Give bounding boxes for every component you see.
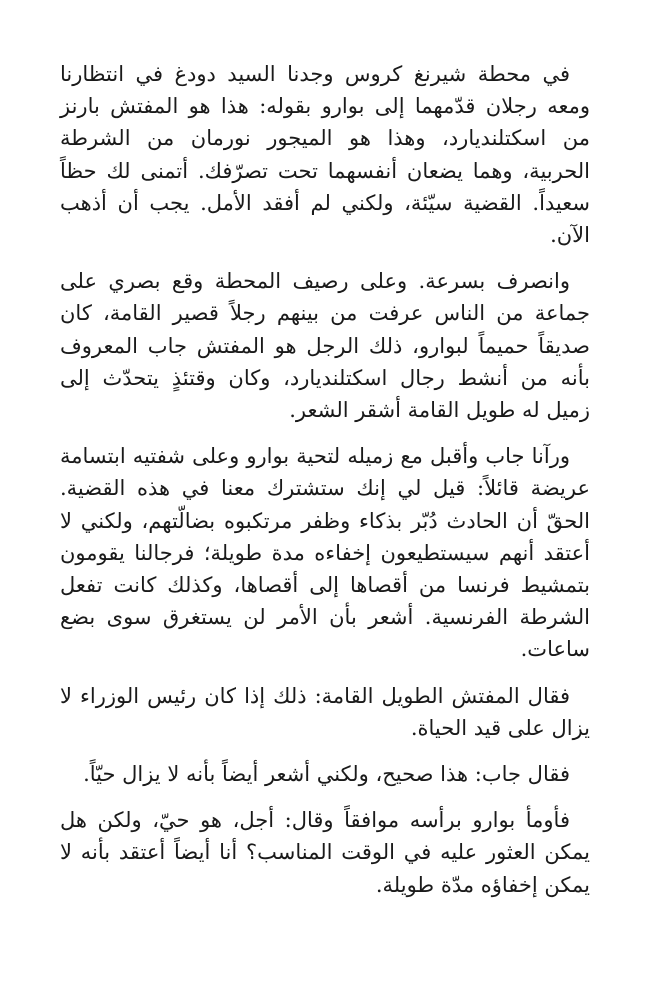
paragraph-3: ورآنا جاب وأقبل مع زميله لتحية بوارو وعلى شفتيه ابتسامة عريضة قائلاً: قيل لي إنك ستشترك معنا في هذه القضية. الحقّ أن الحادث دُبّر بذكاء وظفر مرتكبوه بضالّتهم، ولكني لا أعتقد أنهم سيستطيعون إخفاءه مدة طويلة؛ فرجالنا يقومون بتمشيط فرنسا من أقصاها إلى أقصاها، وكذلك كانت تفعل الشرطة الفرنسية. أشعر بأن الأمر لن يستغرق سوى بضع ساعات. bbox=[60, 444, 590, 662]
book-page bbox=[60, 58, 590, 915]
paragraph-6: فأومأ بوارو برأسه موافقاً وقال: أجل، هو حيّ، ولكن هل يمكن العثور عليه في الوقت المناسب؟ أنا أيضاً أعتقد بأنه لا يمكن إخفاؤه مدّة طويلة. bbox=[60, 808, 590, 897]
paragraph-4: فقال المفتش الطويل القامة: ذلك إذا كان رئيس الوزراء لا يزال على قيد الحياة. bbox=[60, 683, 590, 740]
paragraph-2: وانصرف بسرعة. وعلى رصيف المحطة وقع بصري على جماعة من الناس عرفت من بينهم رجلاً قصير القامة، كان صديقاً حميماً لبوارو، ذلك الرجل هو المفتش جاب المعروف بأنه من أنشط رجال اسكتلنديارد، وكان وقتئذٍ يتحدّث إلى زميل له طويل القامة أشقر الشعر. bbox=[60, 269, 590, 423]
paragraph-5: فقال جاب: هذا صحيح، ولكني أشعر أيضاً بأنه لا يزال حيّاً. bbox=[83, 762, 570, 787]
paragraph-1: في محطة شيرنغ كروس وجدنا السيد دودغ في انتظارنا ومعه رجلان قدّمهما إلى بوارو بقوله: هذا هو المفتش بارنز من اسكتلنديارد، وهذا هو الميجور نورمان من الشرطة الحربية، وهما يضعان أنفسهما تحت تصرّفك. أتمنى لك حظاً سعيداً. القضية سيّئة، ولكني لم أفقد الأمل. يجب أن أذهب الآن. bbox=[60, 62, 590, 248]
